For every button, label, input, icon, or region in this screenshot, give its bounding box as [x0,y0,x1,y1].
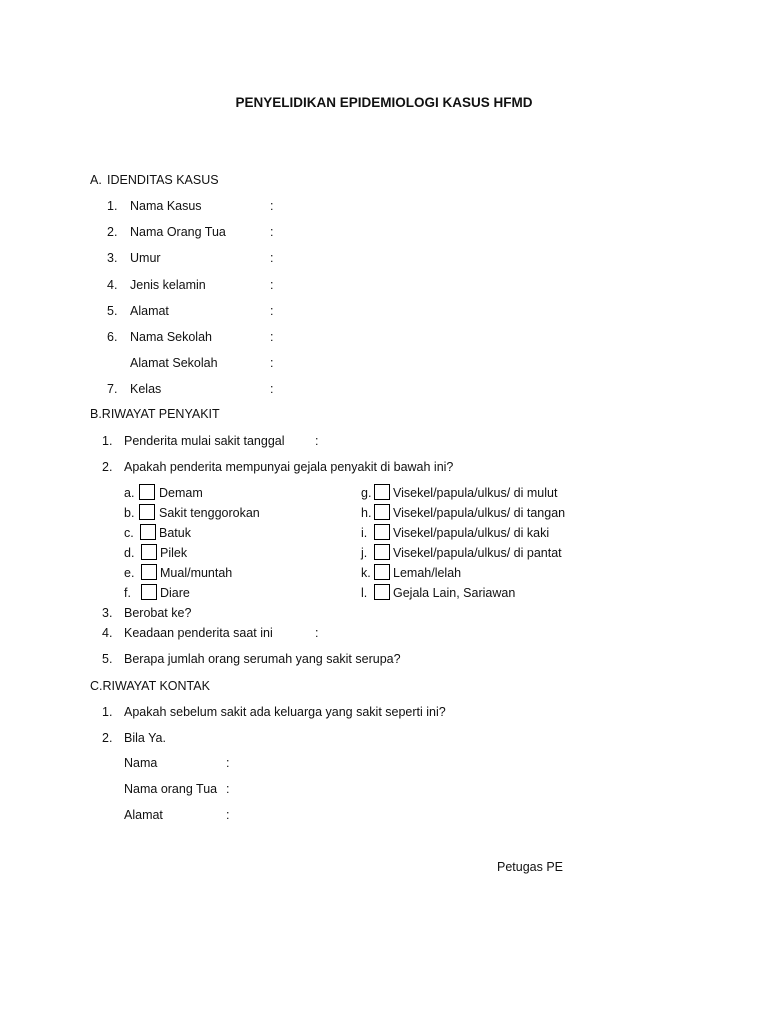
symptom-letter: g. [361,486,372,500]
field-colon: : [270,251,274,265]
field-label-alamat: Alamat [130,304,169,318]
symptom-label: Sakit tenggorokan [159,506,260,520]
symptom-letter: k. [361,566,371,580]
question-number: 3. [102,606,113,620]
symptom-label: Gejala Lain, Sariawan [393,586,516,600]
field-label-nama-kasus: Nama Kasus [130,199,202,213]
field-label-alamat-sekolah: Alamat Sekolah [130,356,218,370]
question-number: 2. [102,460,113,474]
field-label-nama-orang-tua: Nama Orang Tua [130,225,226,239]
question-number: 1. [102,705,113,719]
symptom-checkbox-lemah-lelah[interactable] [374,564,390,580]
item-number: 2. [107,225,118,239]
symptom-label: Visekel/papula/ulkus/ di tangan [393,506,566,520]
page-title: PENYELIDIKAN EPIDEMIOLOGI KASUS HFMD [235,95,533,110]
symptom-letter: i. [361,526,368,540]
field-label-nama-orang-tua: Nama orang Tua [124,782,218,796]
section-b-heading: B.RIWAYAT PENYAKIT [90,407,220,421]
field-colon: : [226,808,230,822]
field-colon: : [270,199,274,213]
item-number: 6. [107,330,118,344]
section-c-heading: C.RIWAYAT KONTAK [90,679,210,693]
symptom-letter: h. [361,506,372,520]
symptom-letter: b. [124,506,135,520]
symptom-letter: d. [124,546,135,560]
item-number: 4. [107,278,118,292]
symptom-letter: j. [361,546,368,560]
field-colon: : [270,278,274,292]
symptom-checkbox-gejala-lain[interactable] [374,584,390,600]
field-colon: : [270,382,274,396]
symptom-label: Visekel/papula/ulkus/ di pantat [393,546,562,560]
symptom-label: Diare [160,586,190,600]
question-onset-date: Penderita mulai sakit tanggal [124,434,285,448]
question-number: 5. [102,652,113,666]
field-label-alamat: Alamat [124,808,163,822]
field-label-jenis-kelamin: Jenis kelamin [130,278,206,292]
symptom-label: Lemah/lelah [393,566,462,580]
symptom-checkbox-mulut[interactable] [374,484,390,500]
question-bila-ya: Bila Ya. [124,731,166,745]
symptom-checkbox-tangan[interactable] [374,504,390,520]
section-a-number: A. [90,173,102,187]
field-label-nama-sekolah: Nama Sekolah [130,330,212,344]
item-number: 3. [107,251,118,265]
item-number: 7. [107,382,118,396]
symptom-letter: f. [124,586,131,600]
symptom-checkbox-demam[interactable] [139,484,155,500]
item-number: 5. [107,304,118,318]
field-colon: : [270,225,274,239]
symptom-label: Visekel/papula/ulkus/ di kaki [393,526,550,540]
symptom-letter: c. [124,526,134,540]
question-keluarga-sakit: Apakah sebelum sakit ada keluarga yang sakit seperti ini? [124,705,446,719]
field-label-nama: Nama [124,756,158,770]
symptom-label: Batuk [159,526,191,540]
symptom-checkbox-sakit-tenggorokan[interactable] [139,504,155,520]
signature-label: Petugas PE [497,860,564,874]
question-number: 2. [102,731,113,745]
field-colon: : [315,434,319,448]
question-berobat: Berobat ke? [124,606,192,620]
symptom-checkbox-pantat[interactable] [374,544,390,560]
field-colon: : [270,356,274,370]
field-label-umur: Umur [130,251,161,265]
item-number: 1. [107,199,118,213]
symptom-checkbox-kaki[interactable] [374,524,390,540]
symptom-checkbox-batuk[interactable] [140,524,156,540]
section-a-heading: IDENDITAS KASUS [107,173,219,187]
question-jumlah-sakit: Berapa jumlah orang serumah yang sakit serupa? [124,652,401,666]
symptom-label: Demam [159,486,203,500]
field-colon: : [270,304,274,318]
symptom-label: Mual/muntah [160,566,233,580]
symptom-letter: a. [124,486,135,500]
question-symptoms: Apakah penderita mempunyai gejala penyakit di bawah ini? [124,460,454,474]
field-colon: : [270,330,274,344]
question-number: 1. [102,434,113,448]
symptom-letter: e. [124,566,135,580]
field-colon: : [226,756,230,770]
symptom-checkbox-pilek[interactable] [141,544,157,560]
symptom-letter: l. [361,586,368,600]
symptom-checkbox-diare[interactable] [141,584,157,600]
field-colon: : [226,782,230,796]
question-number: 4. [102,626,113,640]
symptom-label: Pilek [160,546,188,560]
field-label-kelas: Kelas [130,382,162,396]
question-keadaan: Keadaan penderita saat ini [124,626,273,640]
symptom-checkbox-mual-muntah[interactable] [141,564,157,580]
field-colon: : [315,626,319,640]
symptom-label: Visekel/papula/ulkus/ di mulut [393,486,558,500]
